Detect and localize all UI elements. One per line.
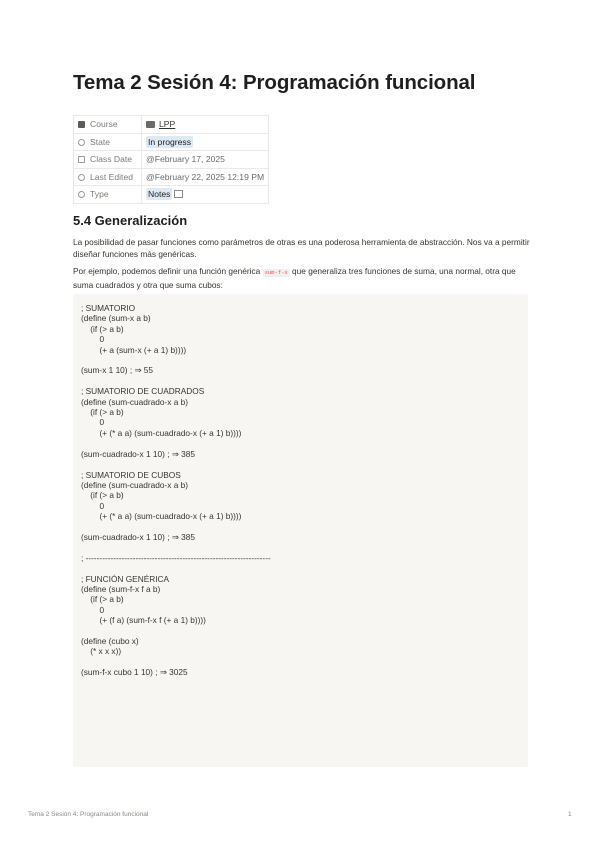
page-number: 1	[568, 811, 572, 818]
notes-icon	[174, 190, 183, 198]
property-row-class-date	[74, 151, 269, 169]
state-icon	[78, 139, 85, 146]
calendar-icon	[78, 156, 85, 163]
type-icon	[78, 191, 85, 198]
paragraph-text: Por ejemplo, podemos definir una función genérica	[73, 266, 263, 276]
inline-code: sum-f-x	[264, 270, 288, 276]
course-icon	[78, 121, 85, 128]
property-name: Class Date	[90, 154, 133, 165]
property-name: Last Edited	[90, 171, 133, 182]
paragraph-intro: La posibilidad de pasar funciones como parámetros de otras es una poderosa herramienta de abstracción. Nos va a permitir diseñar funciones más genéricas.	[73, 237, 530, 259]
page-title: Tema 2 Sesión 4: Programación funcional	[73, 71, 476, 94]
course-link[interactable]: LPP	[159, 119, 176, 130]
code-content[interactable]: ; SUMATORIO (define (sum-x a b) (if (> a b) 0 (+ a (sum-x (+ a 1) b)))) (sum-x 1 10) ; ⇒ 55 ; SUMATORIO DE CUADRADOS (define (sum-cuadrado-x a b) (if (> a b) 0 (+ (* a a) (sum-cuadrado-x (+ a 1) b)))) (sum-cuadrado-x 1 10) ; ⇒ 385 ; SUMATORIO DE CUBOS (define (sum-cuadrado-x a b) (if (> a b) 0 (+ (* a a) (sum-cuadrado-x (+ a 1) b)))) (sum-cuadrado-x 1 10) ; ⇒ 385 ; ------------------------------------------------------------------- ; FUNCIÓN GENÉRICA (define (sum-f-x f a b) (if (> a b) 0 (+ (f a) (sum-f-x f (+ a 1) b)))) (define (cubo x) (* x x x)) (sum-f-x cubo 1 10) ; ⇒ 3025	[81, 303, 271, 678]
property-row-type	[74, 186, 269, 204]
property-name: Course	[90, 119, 118, 130]
property-row-course	[74, 116, 269, 134]
section-heading: 5.4 Generalización	[73, 213, 188, 228]
properties-table	[73, 115, 269, 204]
footer-title: Tema 2 Sesión 4: Programación funcional	[28, 811, 149, 818]
class-date-value[interactable]: @February 17, 2025	[146, 154, 225, 165]
property-name: Type	[90, 189, 109, 200]
property-row-state	[74, 133, 269, 151]
code-block	[73, 294, 528, 767]
page-link-icon	[146, 121, 155, 128]
paragraph-text: que generaliza tres funciones de suma, una normal, otra que suma cuadrados y otra que suma cubos:	[73, 266, 516, 290]
property-name: State	[90, 136, 111, 147]
state-tag[interactable]: In progress	[148, 136, 191, 147]
paragraph-example	[73, 265, 531, 291]
type-tag[interactable]: Notes	[148, 189, 171, 200]
property-row-last-edited	[74, 168, 269, 186]
clock-icon	[78, 174, 85, 181]
last-edited-value: @February 22, 2025 12:19 PM	[146, 171, 265, 182]
